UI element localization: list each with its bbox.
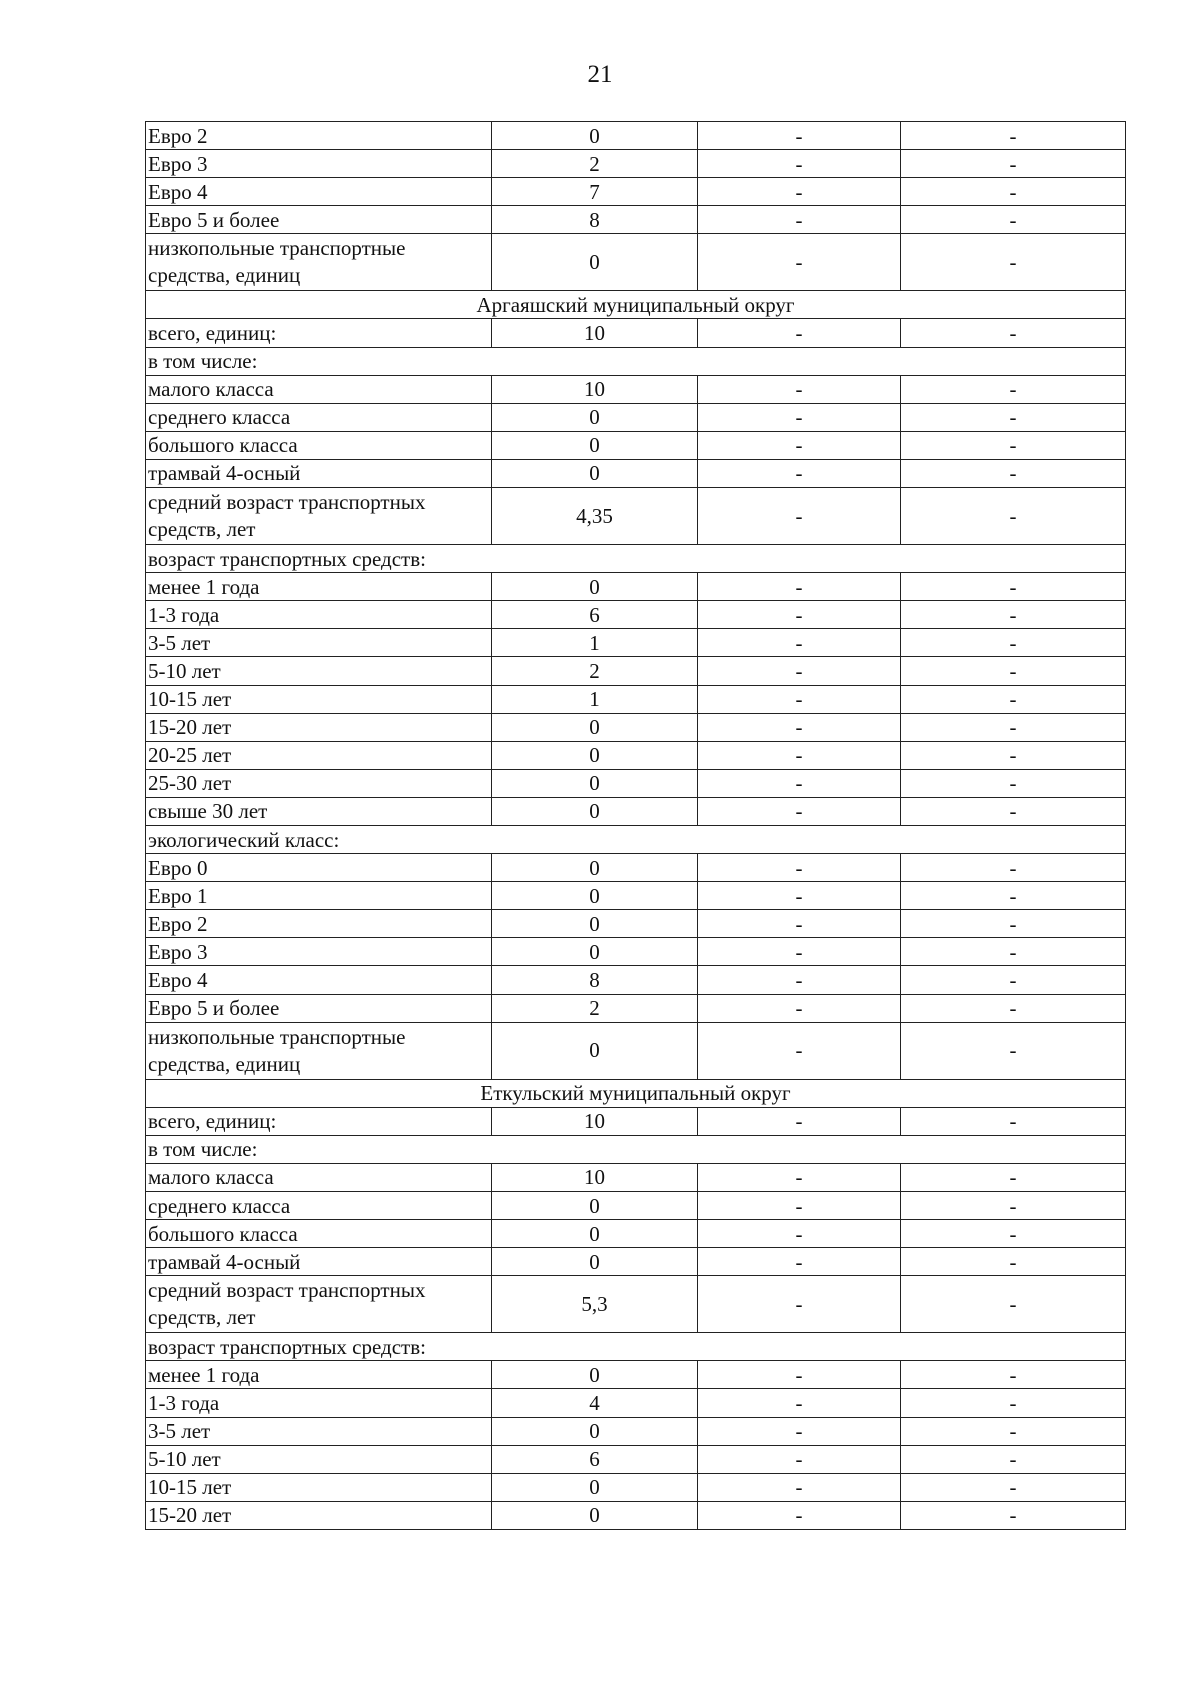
row-col4: -	[901, 741, 1126, 769]
row-col4: -	[901, 1107, 1126, 1135]
row-col4: -	[901, 657, 1126, 685]
row-col3: -	[698, 741, 901, 769]
row-value: 1	[492, 685, 698, 713]
row-col4: -	[901, 938, 1126, 966]
row-label: большого класса	[146, 1220, 492, 1248]
table-row	[146, 938, 1126, 966]
row-col4: -	[901, 629, 1126, 657]
table-row	[146, 910, 1126, 938]
subheading-label: в том числе:	[146, 1135, 1126, 1163]
row-col3: -	[698, 1163, 901, 1191]
subheading-row	[146, 1333, 1126, 1361]
row-col4: -	[901, 966, 1126, 994]
table-row	[146, 375, 1126, 403]
subheading-label: возраст транспортных средств:	[146, 545, 1126, 573]
row-col3: -	[698, 1248, 901, 1276]
row-value: 0	[492, 122, 698, 150]
row-value: 0	[492, 1361, 698, 1389]
row-label: малого класса	[146, 375, 492, 403]
row-value: 0	[492, 854, 698, 882]
row-value: 0	[492, 797, 698, 825]
subheading-label: экологический класс:	[146, 825, 1126, 853]
row-col3: -	[698, 769, 901, 797]
row-label: 1-3 года	[146, 1389, 492, 1417]
table-row	[146, 234, 1126, 291]
row-label: 3-5 лет	[146, 629, 492, 657]
row-col3: -	[698, 459, 901, 487]
table-row	[146, 1276, 1126, 1333]
row-col3: -	[698, 488, 901, 545]
row-col4: -	[901, 854, 1126, 882]
row-value: 4,35	[492, 488, 698, 545]
row-label: Евро 5 и более	[146, 994, 492, 1022]
table-row	[146, 319, 1126, 347]
row-col3: -	[698, 685, 901, 713]
row-col3: -	[698, 122, 901, 150]
table-row	[146, 601, 1126, 629]
row-col4: -	[901, 431, 1126, 459]
row-value: 0	[492, 1473, 698, 1501]
section-title: Еткульский муниципальный округ	[146, 1079, 1126, 1107]
row-col3: -	[698, 882, 901, 910]
page-number: 21	[587, 61, 613, 88]
row-col4: -	[901, 178, 1126, 206]
row-label: свыше 30 лет	[146, 797, 492, 825]
row-col4: -	[901, 150, 1126, 178]
row-label: 15-20 лет	[146, 1501, 492, 1529]
row-col3: -	[698, 629, 901, 657]
row-label: Евро 1	[146, 882, 492, 910]
table-row	[146, 994, 1126, 1022]
table-row	[146, 1361, 1126, 1389]
row-col4: -	[901, 1192, 1126, 1220]
table-row	[146, 150, 1126, 178]
section-header-row	[146, 1079, 1126, 1107]
table-row	[146, 488, 1126, 545]
row-col4: -	[901, 1163, 1126, 1191]
row-col4: -	[901, 1220, 1126, 1248]
row-value: 0	[492, 938, 698, 966]
row-label: 3-5 лет	[146, 1417, 492, 1445]
row-col4: -	[901, 1445, 1126, 1473]
row-value: 0	[492, 882, 698, 910]
row-label: 10-15 лет	[146, 685, 492, 713]
row-value: 2	[492, 150, 698, 178]
table-row	[146, 966, 1126, 994]
row-value: 0	[492, 1192, 698, 1220]
row-label: средний возраст транспортных средств, лет	[146, 488, 492, 545]
row-value: 0	[492, 1022, 698, 1079]
row-value: 0	[492, 573, 698, 601]
row-col3: -	[698, 1445, 901, 1473]
table-row	[146, 178, 1126, 206]
row-col3: -	[698, 1192, 901, 1220]
row-label: Евро 4	[146, 178, 492, 206]
row-label: 20-25 лет	[146, 741, 492, 769]
row-value: 0	[492, 1220, 698, 1248]
row-col3: -	[698, 713, 901, 741]
row-col3: -	[698, 573, 901, 601]
row-col4: -	[901, 685, 1126, 713]
row-value: 0	[492, 910, 698, 938]
table-row	[146, 685, 1126, 713]
row-col3: -	[698, 1473, 901, 1501]
table-row	[146, 629, 1126, 657]
row-label: Евро 2	[146, 910, 492, 938]
row-col4: -	[901, 882, 1126, 910]
section-title: Аргаяшский муниципальный округ	[146, 291, 1126, 319]
row-value: 5,3	[492, 1276, 698, 1333]
row-col3: -	[698, 403, 901, 431]
row-label: Евро 5 и более	[146, 206, 492, 234]
row-value: 10	[492, 319, 698, 347]
row-col4: -	[901, 910, 1126, 938]
row-value: 0	[492, 431, 698, 459]
table-row	[146, 1417, 1126, 1445]
table-row	[146, 741, 1126, 769]
row-label: менее 1 года	[146, 573, 492, 601]
row-label: Евро 4	[146, 966, 492, 994]
row-label: Евро 3	[146, 150, 492, 178]
row-col3: -	[698, 1220, 901, 1248]
row-col4: -	[901, 206, 1126, 234]
row-value: 10	[492, 1107, 698, 1135]
table-row	[146, 1107, 1126, 1135]
row-label: всего, единиц:	[146, 1107, 492, 1135]
table-row	[146, 1389, 1126, 1417]
table-row	[146, 713, 1126, 741]
row-value: 0	[492, 403, 698, 431]
table-row	[146, 1163, 1126, 1191]
table-row	[146, 769, 1126, 797]
row-value: 0	[492, 741, 698, 769]
row-label: трамвай 4-осный	[146, 1248, 492, 1276]
row-col3: -	[698, 206, 901, 234]
row-value: 6	[492, 601, 698, 629]
row-col4: -	[901, 234, 1126, 291]
row-col3: -	[698, 375, 901, 403]
row-col3: -	[698, 1022, 901, 1079]
table-row	[146, 431, 1126, 459]
table-row	[146, 573, 1126, 601]
row-value: 2	[492, 657, 698, 685]
table-row	[146, 854, 1126, 882]
row-value: 4	[492, 1389, 698, 1417]
row-col4: -	[901, 769, 1126, 797]
row-col3: -	[698, 938, 901, 966]
table-row	[146, 403, 1126, 431]
row-col3: -	[698, 1417, 901, 1445]
table-row	[146, 1248, 1126, 1276]
row-col3: -	[698, 854, 901, 882]
row-col3: -	[698, 1276, 901, 1333]
row-label: низкопольные транспортные средства, единиц	[146, 1022, 492, 1079]
row-label: Евро 3	[146, 938, 492, 966]
row-col3: -	[698, 1107, 901, 1135]
row-value: 0	[492, 769, 698, 797]
row-label: Евро 2	[146, 122, 492, 150]
row-label: всего, единиц:	[146, 319, 492, 347]
table-row	[146, 1220, 1126, 1248]
row-col4: -	[901, 1501, 1126, 1529]
row-col4: -	[901, 319, 1126, 347]
row-col3: -	[698, 1389, 901, 1417]
row-col4: -	[901, 1361, 1126, 1389]
table-row	[146, 1022, 1126, 1079]
row-col4: -	[901, 601, 1126, 629]
table-body	[146, 122, 1126, 1530]
table-row	[146, 459, 1126, 487]
row-col4: -	[901, 1473, 1126, 1501]
row-label: средний возраст транспортных средств, лет	[146, 1276, 492, 1333]
row-col4: -	[901, 1276, 1126, 1333]
row-value: 0	[492, 1417, 698, 1445]
subheading-row	[146, 1135, 1126, 1163]
subheading-row	[146, 545, 1126, 573]
row-value: 8	[492, 966, 698, 994]
row-col3: -	[698, 178, 901, 206]
row-col3: -	[698, 150, 901, 178]
row-value: 10	[492, 375, 698, 403]
row-label: 25-30 лет	[146, 769, 492, 797]
table-row	[146, 206, 1126, 234]
row-col3: -	[698, 1501, 901, 1529]
row-label: большого класса	[146, 431, 492, 459]
row-col3: -	[698, 431, 901, 459]
row-label: 5-10 лет	[146, 657, 492, 685]
row-col4: -	[901, 1248, 1126, 1276]
row-col4: -	[901, 1022, 1126, 1079]
row-col3: -	[698, 797, 901, 825]
row-value: 6	[492, 1445, 698, 1473]
section-header-row	[146, 291, 1126, 319]
row-label: низкопольные транспортные средства, единиц	[146, 234, 492, 291]
row-col3: -	[698, 1361, 901, 1389]
row-col4: -	[901, 994, 1126, 1022]
row-label: 10-15 лет	[146, 1473, 492, 1501]
row-value: 10	[492, 1163, 698, 1191]
row-value: 0	[492, 713, 698, 741]
row-value: 1	[492, 629, 698, 657]
subheading-label: в том числе:	[146, 347, 1126, 375]
row-col4: -	[901, 713, 1126, 741]
row-value: 0	[492, 234, 698, 291]
row-col3: -	[698, 319, 901, 347]
row-label: Евро 0	[146, 854, 492, 882]
row-col3: -	[698, 657, 901, 685]
row-col4: -	[901, 459, 1126, 487]
table-row	[146, 1473, 1126, 1501]
row-col4: -	[901, 1389, 1126, 1417]
table-row	[146, 1192, 1126, 1220]
subheading-label: возраст транспортных средств:	[146, 1333, 1126, 1361]
row-col4: -	[901, 122, 1126, 150]
row-label: 5-10 лет	[146, 1445, 492, 1473]
row-col4: -	[901, 1417, 1126, 1445]
table-row	[146, 797, 1126, 825]
row-value: 2	[492, 994, 698, 1022]
row-value: 0	[492, 1248, 698, 1276]
table-row	[146, 657, 1126, 685]
row-col4: -	[901, 375, 1126, 403]
row-label: среднего класса	[146, 403, 492, 431]
row-value: 7	[492, 178, 698, 206]
table-row	[146, 122, 1126, 150]
row-col3: -	[698, 994, 901, 1022]
transport-table	[145, 121, 1126, 1530]
row-col4: -	[901, 403, 1126, 431]
row-label: 1-3 года	[146, 601, 492, 629]
table-row	[146, 1501, 1126, 1529]
row-label: менее 1 года	[146, 1361, 492, 1389]
row-col3: -	[698, 910, 901, 938]
row-col3: -	[698, 234, 901, 291]
subheading-row	[146, 347, 1126, 375]
row-value: 0	[492, 459, 698, 487]
row-label: среднего класса	[146, 1192, 492, 1220]
row-label: 15-20 лет	[146, 713, 492, 741]
table-row	[146, 882, 1126, 910]
row-value: 8	[492, 206, 698, 234]
row-label: трамвай 4-осный	[146, 459, 492, 487]
row-col4: -	[901, 573, 1126, 601]
row-col4: -	[901, 797, 1126, 825]
row-col4: -	[901, 488, 1126, 545]
table-row	[146, 1445, 1126, 1473]
subheading-row	[146, 825, 1126, 853]
row-col3: -	[698, 966, 901, 994]
row-label: малого класса	[146, 1163, 492, 1191]
row-col3: -	[698, 601, 901, 629]
row-value: 0	[492, 1501, 698, 1529]
